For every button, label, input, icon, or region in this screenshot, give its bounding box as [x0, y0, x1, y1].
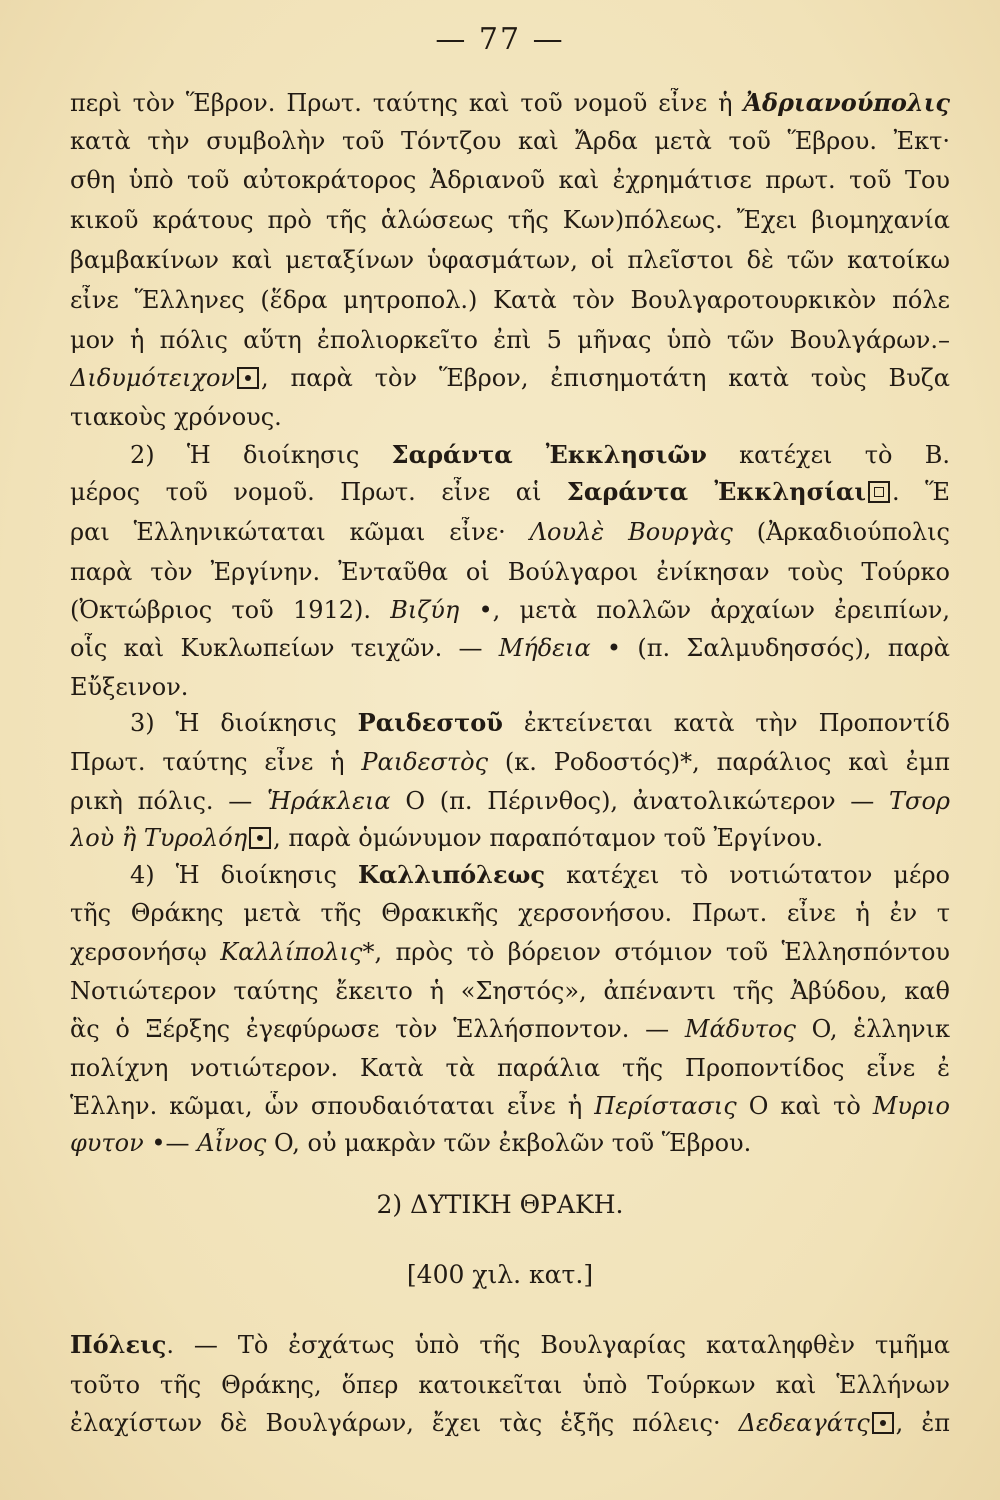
place-name: Διδυμότειχον	[70, 364, 235, 392]
text-line: τῆς Θράκης μετὰ τῆς Θρακικῆς χερσονήσου. Πρωτ. εἶνε ἡ ἐν τ	[70, 899, 950, 927]
text-line	[70, 1408, 950, 1438]
place-name: Δεδεαγάτς	[738, 1409, 870, 1437]
place-name: Βιζύη	[390, 596, 460, 624]
text-span: οἷς καὶ Κυκλωπείων τειχῶν. —	[70, 634, 499, 662]
text-line	[70, 1091, 950, 1121]
text-span: Πρωτ. ταύτης εἶνε ἡ	[70, 748, 362, 776]
text-span: Ἑλλην. κῶμαι, ὧν σπουδαιόταται εἶνε ἡ	[70, 1092, 595, 1120]
text-span: (Ἀρκαδιούπολις	[732, 518, 950, 546]
text-line: μον ἡ πόλις αὕτη ἐπολιορκεῖτο ἐπὶ 5 μῆνας ὑπὸ τῶν Βουλγάρων.–	[70, 326, 950, 354]
text-span: 3) Ἡ διοίκησις	[130, 709, 358, 737]
place-name: Περίστασις	[594, 1092, 737, 1120]
place-name: Σαράντα Ἐκκλησίαι	[566, 477, 866, 506]
text-span: •, μετὰ πολλῶν ἀρχαίων ἐρειπίων,	[459, 596, 950, 624]
text-line: βαμβακίνων καὶ μεταξίνων ὑφασμάτων, οἱ πλεῖστοι δὲ τῶν κατοίκω	[70, 246, 950, 274]
place-name: Λουλὲ Βουργὰς	[529, 518, 733, 546]
text-line: παρὰ τὸν Ἐργίνην. Ἐνταῦθα οἱ Βούλγαροι ἐνίκησαν τοὺς Τούρκο	[70, 558, 950, 586]
text-span: κατέχει τὸ νοτιώτατον μέρο	[545, 861, 950, 889]
text-span: 4) Ἡ διοίκησις	[130, 861, 358, 889]
text-line	[70, 88, 950, 118]
text-line: τοῦτο τῆς Θράκης, ὅπερ κατοικεῖται ὑπὸ Τούρκων καὶ Ἑλλήνων	[70, 1371, 950, 1399]
text-span: ραι Ἑλληνικώταται κῶμαι εἶνε·	[70, 518, 530, 546]
section-heading: 2) ΔΥΤΙΚΗ ΘΡΑΚΗ.	[376, 1190, 624, 1219]
place-name: Ἀδριανούπολις	[743, 88, 950, 117]
text-line	[70, 1330, 950, 1360]
text-span: (κ. Ροδοστός)*, παράλιος καὶ ἐμπ	[488, 748, 950, 776]
text-line	[70, 1128, 950, 1158]
town-symbol-icon	[237, 367, 259, 389]
text-span: ἃς ὁ Ξέρξης ἐγεφύρωσε τὸν Ἑλλήσποντον. —	[70, 1015, 685, 1043]
district-name: Ραιδεστοῦ	[357, 708, 503, 737]
text-span: , ἐπ	[895, 1409, 950, 1437]
page-number: — 77 —	[435, 22, 565, 57]
text-line	[70, 517, 950, 547]
text-line	[70, 1014, 950, 1044]
text-span: . Ἕ	[892, 478, 950, 506]
text-line	[130, 708, 950, 738]
text-line	[70, 363, 950, 393]
place-name: Μήδεια	[498, 634, 591, 662]
text-line	[130, 860, 950, 890]
text-span: O (π. Πέρινθος), ἀνατολικώτερον —	[390, 787, 890, 815]
text-line	[70, 747, 950, 777]
text-line: Νοτιώτερον ταύτης ἔκειτο ἡ «Σηστός», ἀπέναντι τῆς Ἀβύδου, καθ	[70, 977, 950, 1005]
text-line	[130, 440, 950, 470]
town-symbol-icon	[872, 1412, 894, 1434]
place-name: φυτον	[70, 1129, 144, 1157]
text-span: •—	[143, 1129, 198, 1157]
capital-symbol-icon	[868, 481, 890, 503]
text-span: *, πρὸς τὸ βόρειον στόμιον τοῦ Ἑλλησπόντου	[362, 938, 950, 966]
place-name: λοὺ ἢ Τυρολόη	[70, 824, 248, 852]
district-name: Σαράντα Ἐκκλησιῶν	[391, 440, 707, 469]
text-line: πολίχνη νοτιώτερον. Κατὰ τὰ παράλια τῆς Προποντίδος εἶνε ἐ	[70, 1054, 950, 1082]
text-span: περὶ τὸν Ἕβρον. Πρωτ. ταύτης καὶ τοῦ νομοῦ εἶνε ἡ	[70, 89, 744, 117]
text-line: κικοῦ κράτους πρὸ τῆς ἁλώσεως τῆς Κων)πόλεως. Ἔχει βιομηχανία	[70, 206, 950, 234]
text-span: O καὶ τὸ	[736, 1092, 873, 1120]
text-line: Εὔξεινον.	[70, 673, 189, 701]
text-span: O, ἑλληνικ	[795, 1015, 950, 1043]
text-line	[70, 477, 950, 507]
text-line	[70, 786, 950, 816]
place-name: Καλλίπολις	[220, 938, 363, 966]
district-name: Καλλιπόλεως	[357, 860, 546, 889]
text-line: τιακοὺς χρόνους.	[70, 403, 282, 431]
place-name: Μυριο	[872, 1092, 950, 1120]
place-name: Μάδυτος	[684, 1015, 796, 1043]
text-line	[70, 823, 950, 853]
text-span: (Ὀκτώβριος τοῦ 1912).	[70, 596, 391, 624]
town-symbol-icon	[249, 827, 271, 849]
text-span: ἐλαχίστων δὲ Βουλγάρων, ἔχει τὰς ἑξῆς πόλεις·	[70, 1409, 739, 1437]
text-line: εἶνε Ἕλληνες (ἕδρα μητροπολ.) Κατὰ τὸν Βουλγαροτουρκικὸν πόλε	[70, 286, 950, 314]
text-span: O, οὐ μακρὰν τῶν ἐκβολῶν τοῦ Ἕβρου.	[266, 1129, 752, 1157]
text-span: , παρὰ ὁμώνυμον παραπόταμον τοῦ Ἐργίνου.	[273, 824, 824, 852]
text-line	[70, 937, 950, 967]
text-span: μέρος τοῦ νομοῦ. Πρωτ. εἶνε αἱ	[70, 478, 567, 506]
text-span: κατέχει τὸ Β.	[706, 441, 950, 469]
text-span: χερσονήσῳ	[70, 938, 221, 966]
text-line: σθη ὑπὸ τοῦ αὐτοκράτορος Ἀδριανοῦ καὶ ἐχρημάτισε πρωτ. τοῦ Του	[70, 166, 950, 194]
text-span: ρικὴ πόλις. —	[70, 787, 268, 815]
place-name: Ἡράκλεια	[267, 787, 391, 815]
section-subheading: [400 χιλ. κατ.]	[406, 1260, 594, 1289]
subsection-label: Πόλεις	[70, 1330, 167, 1359]
text-line: κατὰ τὴν συμβολὴν τοῦ Τόντζου καὶ Ἄρδα μετὰ τοῦ Ἕβρου. Ἐκτ·	[70, 127, 950, 155]
place-name: Ραιδεστὸς	[361, 748, 489, 776]
text-span: . — Τὸ ἐσχάτως ὑπὸ τῆς Βουλγαρίας καταληφθὲν τμῆμα	[166, 1331, 950, 1359]
text-span: • (π. Σαλμυδησσός), παρὰ	[590, 634, 950, 662]
place-name: Αἶνος	[197, 1129, 267, 1157]
text-span: , παρὰ τὸν Ἕβρον, ἐπισημοτάτη κατὰ τοὺς Βυζα	[260, 364, 950, 392]
text-span: ἐκτείνεται κατὰ τὴν Προποντίδ	[502, 709, 950, 737]
place-name: Τσορ	[889, 787, 950, 815]
text-span: 2) Ἡ διοίκησις	[130, 441, 392, 469]
text-line	[70, 595, 950, 625]
text-line	[70, 633, 950, 663]
